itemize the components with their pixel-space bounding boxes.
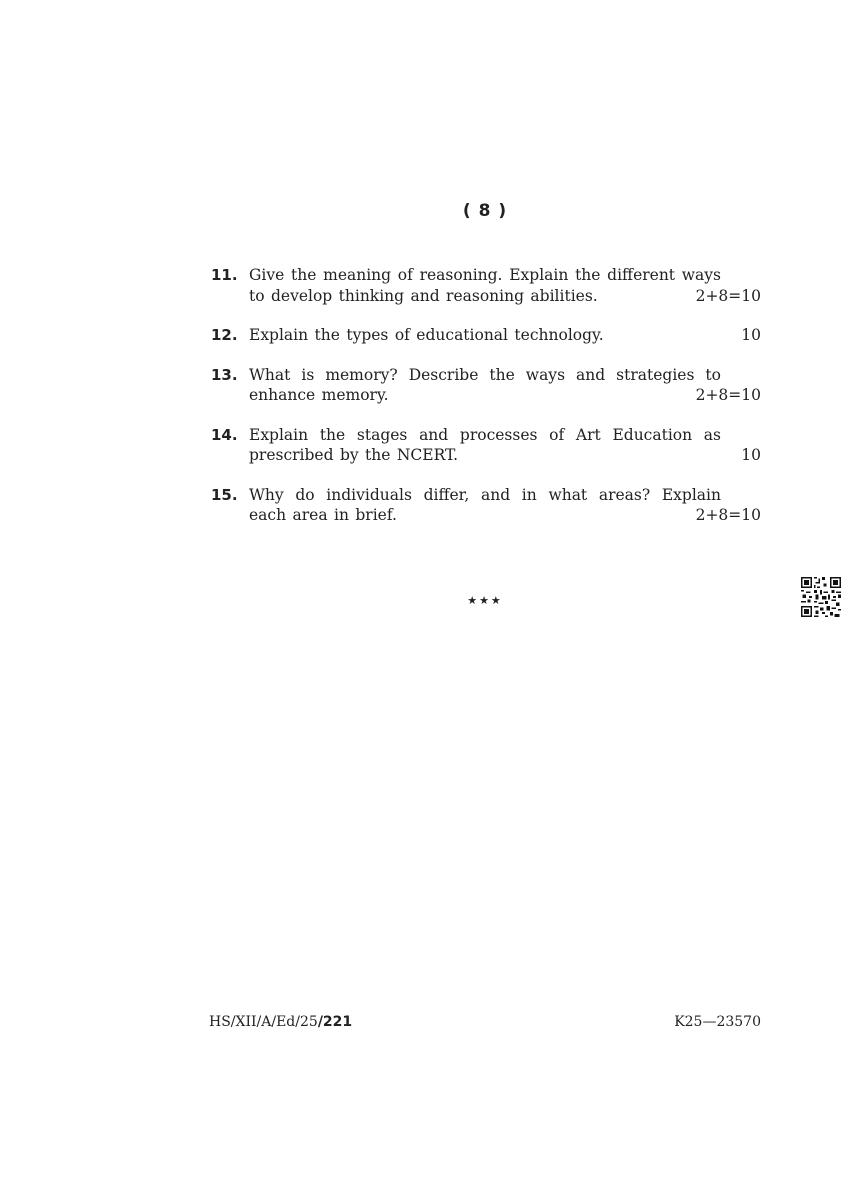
question-body: [249, 365, 761, 406]
question-text-line: enhance memory.: [249, 386, 389, 404]
question-15: [211, 485, 761, 526]
question-last-line: [249, 325, 761, 346]
paper-id: K25—23570: [674, 1014, 761, 1030]
question-text-line: Explain the stages and processes of Art Education as: [249, 425, 721, 444]
question-body: [249, 325, 761, 346]
question-11: [211, 265, 761, 306]
question-list: [211, 265, 761, 545]
question-13: [211, 365, 761, 406]
question-number: 15.: [211, 485, 238, 504]
question-marks: 2+8=10: [695, 506, 761, 524]
question-14: [211, 425, 761, 466]
question-number: 12.: [211, 326, 238, 344]
question-body: [249, 425, 761, 466]
question-marks: 10: [741, 326, 761, 344]
question-text-line: Why do individuals differ, and in what areas? Explain: [249, 485, 721, 504]
question-last-line: [249, 385, 761, 406]
question-marks: 10: [741, 446, 761, 464]
paper-code: [209, 1014, 352, 1030]
question-12: [211, 325, 761, 346]
question-text-line: prescribed by the NCERT.: [249, 446, 458, 464]
question-body: [249, 265, 761, 306]
paper-code-suffix: /221: [317, 1014, 353, 1030]
question-text-line: Give the meaning of reasoning. Explain the different ways: [249, 266, 721, 284]
question-text-line: each area in brief.: [249, 506, 397, 524]
question-marks: 2+8=10: [695, 286, 761, 305]
question-last-line: [249, 445, 761, 466]
paper-code-prefix: HS/XII/A/Ed/25: [209, 1014, 318, 1030]
page-number: ( 8 ): [462, 201, 508, 221]
question-last-line: [249, 505, 761, 526]
question-text-line: Explain the types of educational technology.: [249, 326, 604, 344]
question-number: 14.: [211, 425, 238, 444]
qr-code-icon: [801, 577, 841, 617]
question-body: [249, 485, 761, 526]
question-text-line: What is memory? Describe the ways and strategies to: [249, 365, 721, 384]
question-number: 13.: [211, 365, 238, 384]
question-marks: 2+8=10: [695, 386, 761, 404]
question-last-line: [249, 286, 761, 307]
end-of-paper-marker: ★★★: [467, 594, 503, 607]
question-number: 11.: [211, 266, 238, 284]
question-text-line: to develop thinking and reasoning abilities.: [249, 286, 598, 305]
